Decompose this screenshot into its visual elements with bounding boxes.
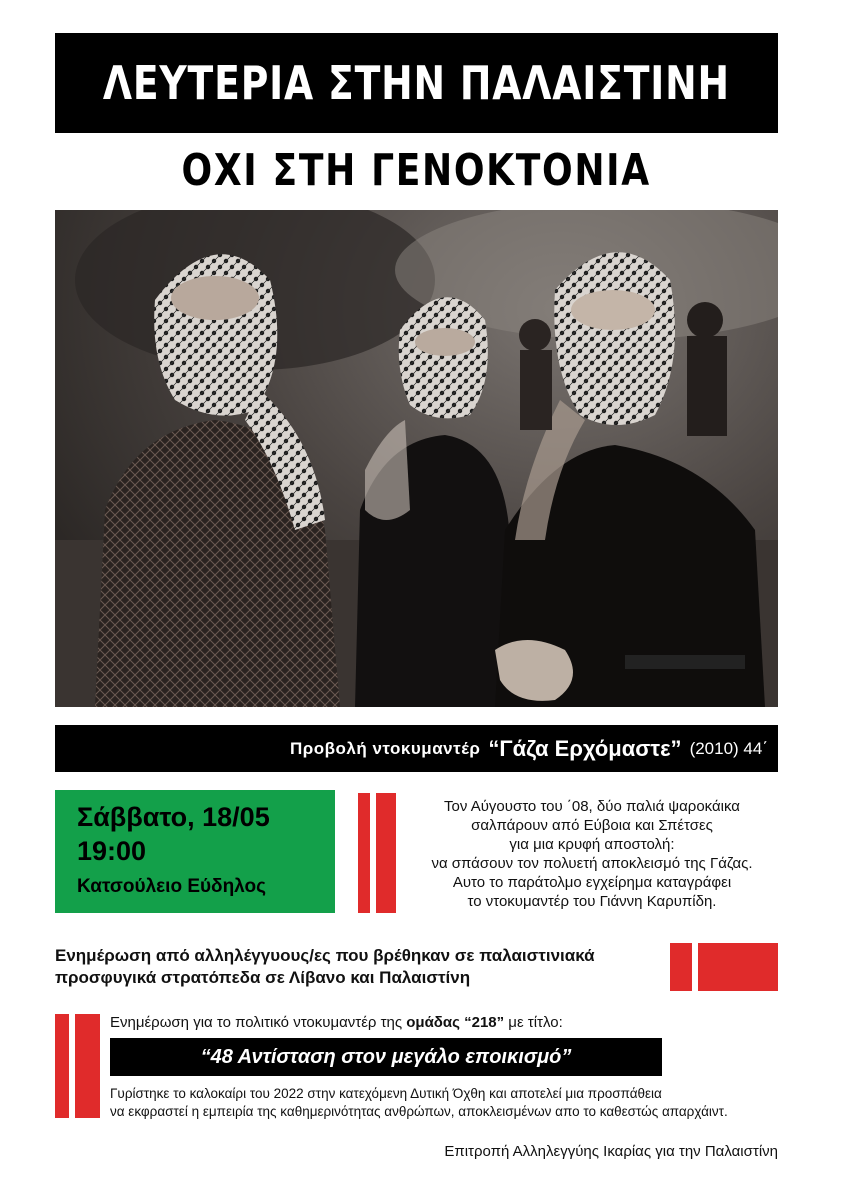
description-line: Αυτο το παράτολμο εγχείρημα καταγράφει [452, 874, 732, 891]
second-screening-title: “48 Αντίσταση στον μεγάλο εποικισμό” [200, 1045, 572, 1068]
description-line: σαλπάρουν από Εύβοια και Σπέτσες [471, 817, 713, 834]
second-screening-intro [110, 1014, 563, 1031]
event-venue: Κατσούλειο Εύδηλος [77, 876, 267, 897]
screening-prefix: Προβολή ντοκυμαντέρ [289, 738, 481, 758]
screening-title: “Γάζα Ερχόμαστε” [488, 735, 682, 761]
screening-banner [55, 725, 778, 772]
intro-group-name: ομάδας “218” [406, 1014, 505, 1031]
subheadline-text: ΟΧΙ ΣΤΗ ΓΕΝΟΚΤΟΝΙΑ [181, 144, 652, 196]
red-accent-block [670, 943, 692, 991]
description-line: Γυρίστηκε το καλοκαίρι του 2022 στην κατεχόμενη Δυτική Όχθη και αποτελεί μια προσπάθεια [110, 1086, 662, 1101]
briefing-text [55, 945, 595, 989]
event-box [55, 790, 335, 913]
briefing-line: προσφυγικά στρατόπεδα σε Λίβανο και Παλαιστίνη [55, 968, 471, 987]
description-line: να εκφραστεί η εμπειρία της καθημερινότητας ανθρώπων, αποκλεισμένων απο το καθεστώς απαρχάιντ. [110, 1104, 728, 1119]
event-time: 19:00 [77, 836, 147, 866]
subheadline [55, 140, 778, 200]
photo-three-women-keffiyeh-icon [55, 210, 778, 707]
second-screening-title-bar [110, 1038, 662, 1076]
intro-text: με τίτλο: [508, 1014, 563, 1031]
description-paragraph [402, 797, 782, 911]
headline-banner [55, 33, 778, 133]
red-accent-bar [55, 1014, 69, 1118]
screening-suffix: (2010) 44΄ [689, 738, 768, 758]
description-line: το ντοκυμαντέρ του Γιάννη Καρυπίδη. [467, 893, 717, 910]
description-line: για μια κρυφή αποστολή: [509, 836, 675, 853]
intro-text: Ενημέρωση για το πολιτικό ντοκυμαντέρ της [110, 1014, 403, 1031]
poster-photo [55, 210, 778, 707]
description-line: Τον Αύγουστο του ΄08, δύο παλιά ψαροκάικα [444, 798, 740, 815]
description-line: να σπάσουν τον πολυετή αποκλεισμό της Γάζας. [431, 855, 753, 872]
second-screening-description [110, 1085, 728, 1121]
red-accent-bar [376, 793, 396, 913]
red-accent-block [698, 943, 778, 991]
red-accent-bar [75, 1014, 100, 1118]
event-date: Σάββατο, 18/05 [77, 802, 270, 832]
organizer-footer: Επιτροπή Αλληλεγγύης Ικαρίας για την Παλαιστίνη [444, 1143, 778, 1160]
red-accent-bar [358, 793, 370, 913]
headline-text: ΛΕΥΤΕΡΙΑ ΣΤΗΝ ΠΑΛΑΙΣΤΙΝΗ [102, 56, 731, 110]
briefing-line: Ενημέρωση από αλληλέγγυους/ες που βρέθηκαν σε παλαιστινιακά [55, 946, 595, 965]
